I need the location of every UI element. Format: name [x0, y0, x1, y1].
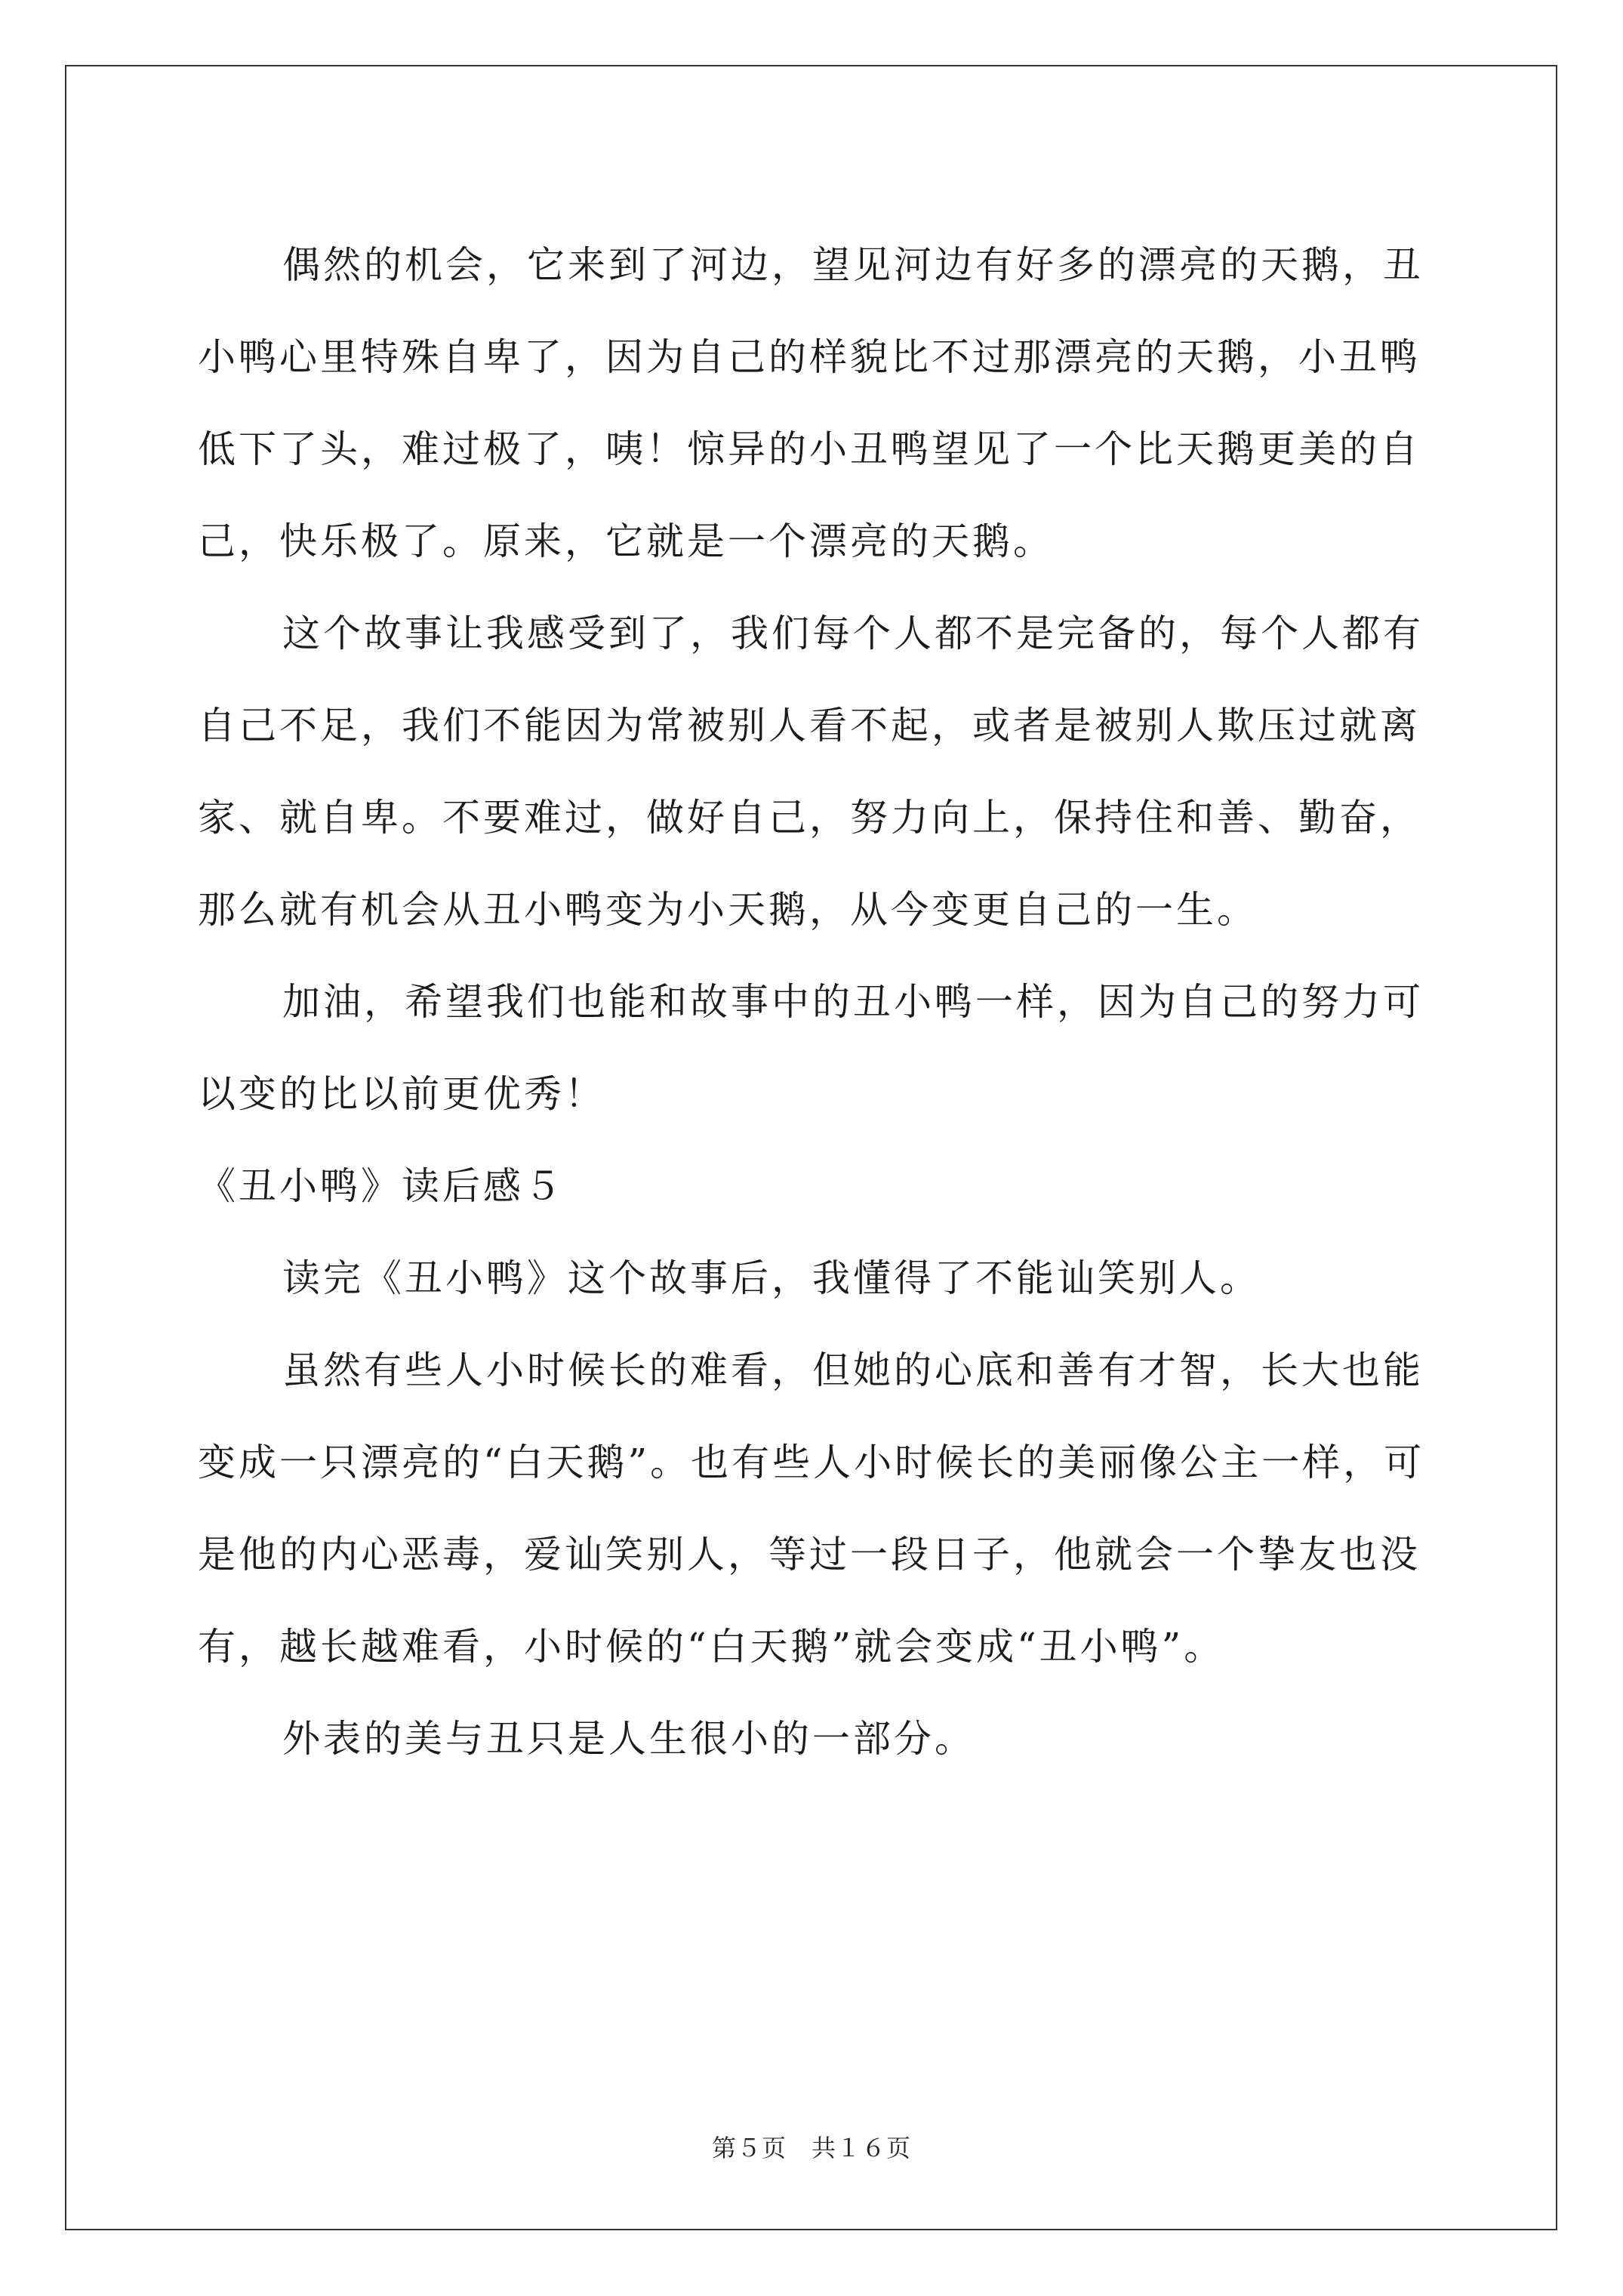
text-line: 己，快乐极了。原来，它就是一个漂亮的天鹅。	[198, 519, 1054, 563]
paragraph-2	[198, 587, 1427, 956]
paragraph-6	[198, 1693, 1427, 1785]
text-line: 自己不足，我们不能因为常被别人看不起，或者是被别人欺压过就离	[198, 704, 1421, 747]
text-line: 低下了头，难过极了，咦！惊异的小丑鸭望见了一个比天鹅更美的自	[198, 427, 1421, 471]
section-heading: 《丑小鸭》读后感５	[198, 1164, 565, 1208]
paragraph-5	[198, 1324, 1427, 1693]
text-line: 是他的内心恶毒，爱讪笑别人，等过一段日子，他就会一个挚友也没	[198, 1533, 1421, 1576]
paragraph-4	[198, 1232, 1427, 1324]
text-line: 虽然有些人小时候长的难看，但她的心底和善有才智，长大也能	[282, 1348, 1424, 1392]
text-line: 加油，希望我们也能和故事中的丑小鸭一样，因为自己的努力可	[282, 980, 1424, 1024]
text-line: 偶然的机会，它来到了河边，望见河边有好多的漂亮的天鹅，丑	[282, 243, 1424, 287]
text-line: 有，越长越难看，小时候的“白天鹅”就会变成“丑小鸭”。	[198, 1625, 1225, 1669]
page-number-footer: 第５页 共１６页	[711, 2134, 911, 2162]
document-body	[198, 219, 1427, 1785]
text-line: 这个故事让我感受到了，我们每个人都不是完备的，每个人都有	[282, 612, 1424, 655]
text-line: 那么就有机会从丑小鸭变为小天鹅，从今变更自己的一生。	[198, 888, 1258, 932]
paragraph-3	[198, 956, 1427, 1140]
text-line: 小鸭心里特殊自卑了，因为自己的样貌比不过那漂亮的天鹅，小丑鸭	[198, 335, 1421, 379]
text-line: 外表的美与丑只是人生很小的一部分。	[282, 1717, 975, 1761]
paragraph-1	[198, 219, 1427, 587]
text-line: 以变的比以前更优秀！	[198, 1072, 605, 1116]
text-line: 变成一只漂亮的“白天鹅”。也有些人小时候长的美丽像公主一样，可	[198, 1441, 1425, 1484]
text-line: 家、就自卑。不要难过，做好自己，努力向上，保持住和善、勤奋，	[198, 796, 1421, 840]
text-line: 读完《丑小鸭》这个故事后，我懂得了不能讪笑别人。	[282, 1256, 1261, 1300]
